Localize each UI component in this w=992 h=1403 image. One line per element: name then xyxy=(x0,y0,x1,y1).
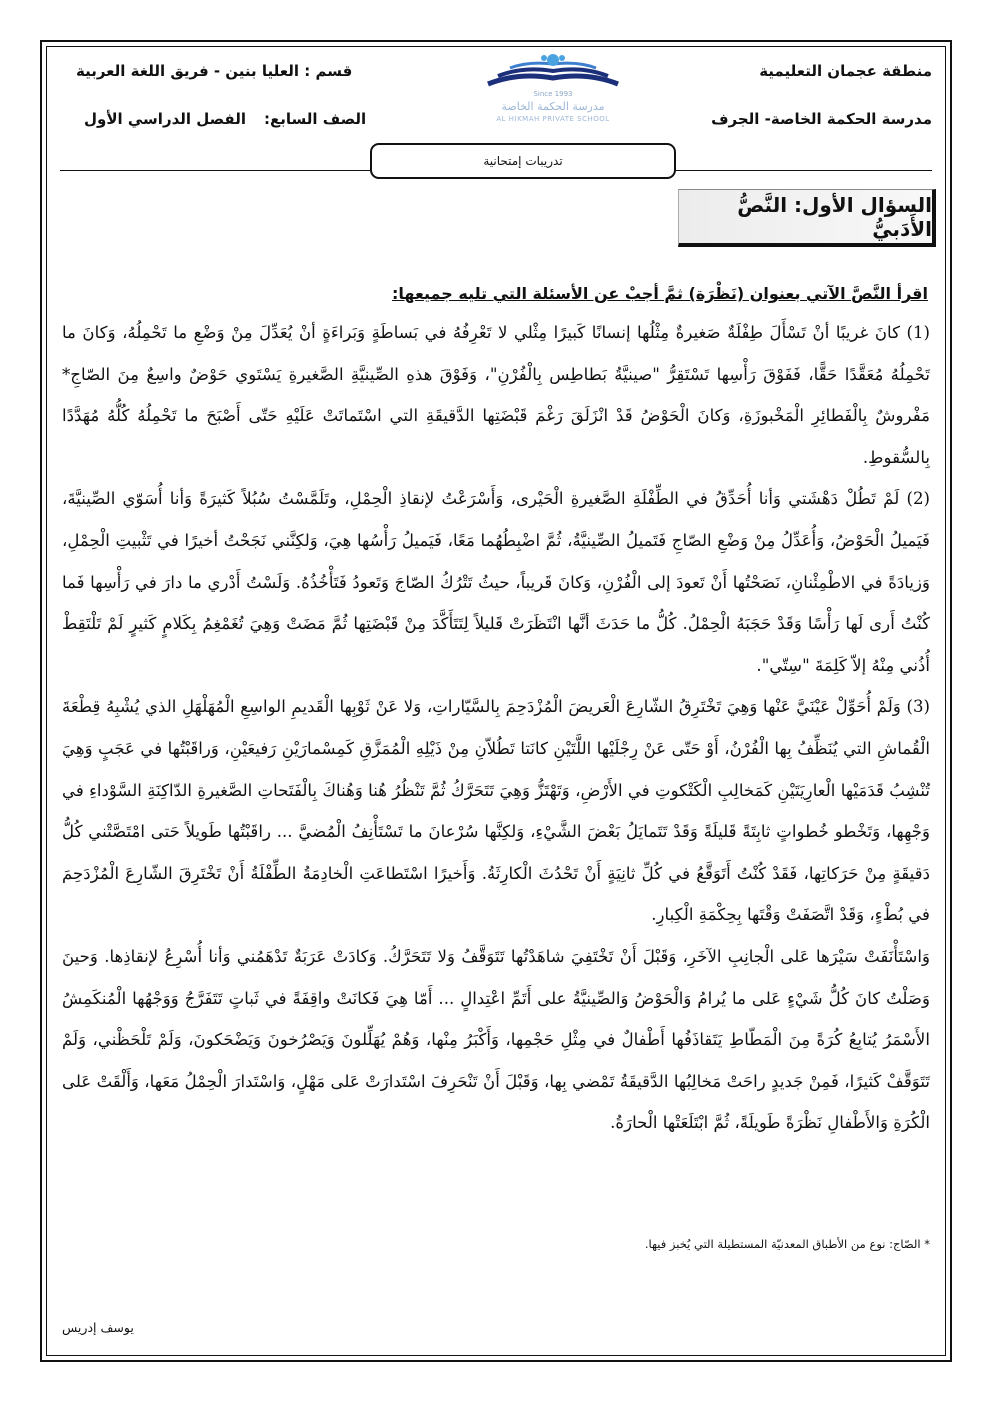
paragraph: (1) كانَ غريبًا أنْ تَسْأَلَ طِفْلَةٌ صَغيرةٌ مِثْلُها إنسانًا كَبيرًا مِثْلي لا تَعْرِفُهُ في بَساطَةٍ وَبَراءَةٍ أنْ يُعَدِّلَ مِنْ وَضْعِ ما تَحْمِلُهُ، وَكانَ ما تَحْمِلُهُ مُعَقَّدًا حَقًّا، فَفَوْقَ رَأْسِها تَسْتَقِرُّ "صينيَّةُ بَطاطِس بِالْفُرْنِ"، وَفَوْقَ هذهِ الصِّينيَّةِ الصَّغيرةِ يَسْتَوي حَوْضٌ واسِعٌ مِنَ الصّاجِ* مَفْروشٌ بِالْفَطائِرِ الْمَخْبوزَةِ، وَكانَ الْحَوْضُ قَدْ انْزَلَقَ رَغْمَ قَبْضَتِها الدَّقيقَةِ التي اسْتَماتَتْ عَلَيْهِ حَتّى أَصْبَحَ ما تَحْمِلُهُ كُلُّهُ مُهَدَّدًا بِالسُّقوطِ. xyxy=(62,323,930,467)
page-title: تدريبات إمتحانية xyxy=(370,143,676,179)
department-name: قسم : العليا بنين - فريق اللغة العربية xyxy=(76,62,353,80)
paragraph: (2) لَمْ تَطُلْ دَهْشَتي وَأنا أُحَدِّقُ في الطِّفْلَةِ الصَّغيرةِ الْحَيْرى، وَأَسْرَعْتُ لإنقاذِ الْحِمْلِ، وتَلَمَّسْتُ سُبُلاً كَثيرَةً وَأنا أُسَوّي الصِّينيَّةَ، فَيَميلُ الْحَوْضُ، وَأُعَدِّلُ مِنْ وَضْعِ الصّاجِ فَتَميلُ الصِّينيَّةُ، ثُمَّ اضْبِطُهُما مَعًا، فَيَميلُ رَأْسُها هِيَ، وَلكِنَّني نَجَحْتُ أخيرًا في تَثْبيتِ الْحِمْلِ، وَزيادَةً في الاطْمِئْنانِ، نَصَحْتُها أَنْ تَعودَ إلى الْفُرْنِ، وَكانَ قَريباً، حيثُ تَتْرُكُ الصّاجَ وَتَعودُ فَتَأْخُذُهُ. وَلَسْتُ أَدْري ما دارَ في رَأْسِها فَما كُنْتُ أَرى لَها رَأْسًا وَقَدْ حَجَبَهُ الْحِمْلُ. كُلُّ ما حَدَثَ أنَّها انْتَظَرَتْ قَليلاً لِتَتَأَكَّدَ مِنْ قَبْضَتِها ثُمَّ مَضَتْ وَهِيَ تُغَمْغِمُ بِكَلامٍ كَثيرٍ لَمْ تَلْتَقِطْ أُذُني مِنْهُ إلاّ كَلِمَةَ "سِتّي". xyxy=(62,489,930,675)
author-name: يوسف إدريس xyxy=(62,1320,134,1335)
paragraph: (3) وَلَمْ أُحَوِّلْ عَيْنَيَّ عَنْها وَهِيَ تَخْتَرِقُ الشّارِعَ الْعَريضَ الْمُزْدَحِمَ بِالسَّيّاراتِ، وَلا عَنْ ثَوْبِها الْقَديمِ الواسِعِ الْمُهَلْهَلِ الذي يُشْبِهُ قِطْعَةَ الْقُماشِ التي يُنَظِّفُ بِها الْفُرْنُ، أَوْ حَتّى عَنْ رِجْلَيْها اللَّتَيْنِ كانَتا تَطُلاّنِ مِنْ ذَيْلِهِ الْمُمَزَّقِ كَمِسْمارَيْنِ رَفيعَيْنِ، وَراقَبْتُها في عَجَبٍ وَهِيَ تُنْشِبُ قَدَمَيْها الْعارِيَتَيْنِ كَمَخالِبِ الْكَتْكوتِ في الأَرْضِ، وَتَهْتَزُّ وَهِيَ تَتَحَرَّكُ ثُمَّ تَنْظُرُ هُنا وَهُناكَ بِالْفَتَحاتِ الصَّغيرةِ الدّاكِنَةِ السَّوْداءِ في وَجْهِها، وَتَخْطو خُطواتٍ ثابِتَةً قَليلَةً وَقَدْ تَتَمايَلُ بَعْضَ الشَّيْءِ، وَلكِنَّها سُرْعانَ ما تَسْتَأْنِفُ الْمُضيَّ ... راقَبْتُها طَويلاً حَتى امْتَصَّتْني كُلُّ دَقيقَةٍ مِنْ حَرَكاتِها، فَقَدْ كُنْتُ أَتَوَقَّعُ في كُلِّ ثانِيَةٍ أَنْ تَحْدُثَ الْكارِثَةُ. وَأَخيرًا اسْتَطاعَتِ الْخادِمَةُ الطِّفْلَةُ أَنْ تَخْتَرِقَ الشّارِعَ الْمُزْدَحِمَ في بُطْءٍ، وَقَدْ اتَّصَفَتْ وَقْتَها بِحِكْمَةِ الْكِبارِ. xyxy=(62,697,930,925)
question-heading: السؤال الأول: النَّصُّ الأَدَبيُّ xyxy=(678,189,936,247)
semester-label: الفصل الدراسي الأول xyxy=(84,110,246,128)
logo-since: Since 1993 xyxy=(533,90,573,98)
paragraph: وَاسْتَأْنَفَتْ سَيْرَها عَلى الْجانِبِ الآخَرِ، وَقَبْلَ أَنْ تَخْتَفِيَ شاهَدْتُها تَتَوَقَّفُ وَلا تَتَحَرَّكُ. وَكادَتْ عَرَبَةٌ تَدْهَمُني وَأنا أُسْرِعُ لإنقاذِها. وَحينَ وَصَلْتُ كانَ كُلُّ شَيْءٍ عَلى ما يُرامُ وَالْحَوْضُ وَالصِّينيَّةُ على أَتَمِّ اعْتِدالٍ ... أَمّا هِيَ فَكانَتْ واقِفَةً في ثَباتٍ تَتَفَرَّجُ وَوَجْهُها الْمُنكَمِشُ الأَسْمَرُ يُتابِعُ كُرَةً مِنَ الْمَطّاطِ يَتَقاذَفُها أَطْفالٌ في مِثْلِ حَجْمِها، وَأَكْبَرُ مِنْها، وَهُمْ يُهَلِّلونَ وَيَصْرُخونَ وَيَضْحَكونَ، وَلَمْ تَلْحَظْني، وَلَمْ تَتَوَقَّفْ كَثيرًا، فَمِنْ جَديدٍ راحَتْ مَخالِبُها الدَّقيقَةُ تَمْضي بِها، وَقَبْلَ أَنْ تَنْحَرِفَ اسْتَدارَتْ عَلى مَهْلٍ، وَاسْتَدارَ الْحِمْلُ مَعَها، وَأَلْقَتْ عَلى الْكُرَةِ وَالأَطْفالِ نَظْرَةً طَويلَةً، ثُمَّ ابْتَلَعَتْها الْحارَةُ. xyxy=(62,946,930,1133)
logo-arabic-name: مدرسة الحكمة الخاصة xyxy=(501,100,605,113)
literary-text xyxy=(62,312,930,1144)
footnote: * الصّاج: نوع من الأطباق المعدنيّة المستطيلة التي يُخبز فيها. xyxy=(644,1237,930,1251)
instruction: اقرأ النَّصَّ الآتي بعنوان (نَظْرَة) ثمَّ أجبْ عن الأسئلة التي تليه جميعها: xyxy=(392,284,928,303)
school-logo xyxy=(448,52,658,132)
grade-label: الصف السابع: xyxy=(263,110,367,128)
school-name: مدرسة الحكمة الخاصة- الجرف xyxy=(711,110,932,128)
region-name: منطقة عجمان التعليمية xyxy=(759,62,932,80)
logo-english-name: AL HIKMAH PRIVATE SCHOOL xyxy=(496,115,610,123)
grade-semester xyxy=(84,110,366,128)
logo-icon xyxy=(478,52,628,92)
